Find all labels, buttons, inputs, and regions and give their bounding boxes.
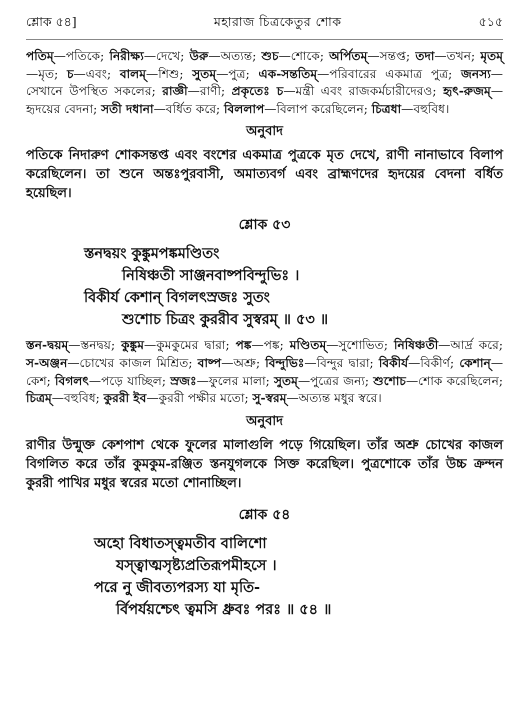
page-header [26, 0, 503, 40]
synonym-term: সুতম্ [273, 373, 298, 388]
verse-53-title: শ্লোক ৫৩ [238, 217, 291, 234]
synonym-term: বিগলৎ [55, 373, 89, 388]
synonym-gloss: —বিলাপ করেছিলেন; [264, 101, 372, 116]
synonym-gloss: —তখন; [434, 49, 481, 63]
synonym-gloss: —কেশ; [26, 355, 503, 388]
synonym-term: স্তন-দ্বয়ম্ [26, 338, 69, 353]
synonyms-verse-52 [26, 48, 503, 118]
synonym-gloss: —বিকীর্ণ; [408, 355, 460, 370]
verse-54-line-1: অহো বিধাতস্ত্বমতীব বালিশো [94, 534, 267, 552]
synonym-term: প্রকৃতেঃ চ [231, 84, 284, 99]
synonym-gloss: —মন্ত্রী এবং রাজকর্মচারীদেরও; [283, 84, 444, 99]
verse-54-sanskrit [26, 533, 503, 621]
synonym-gloss: —অত্যন্ত মধুর স্বরে। [286, 391, 382, 406]
synonym-gloss: —আর্দ্র করে; [438, 338, 503, 353]
synonym-term: চিত্রধা [371, 101, 402, 116]
synonym-term: পতিম্ [26, 49, 54, 63]
synonym-gloss: —হৃদয়ের বেদনা; [26, 84, 503, 116]
synonym-term: অর্পিতম্ [329, 49, 368, 63]
header-chapter-title: মহারাজ চিত্রকেতুর শোক [213, 14, 342, 29]
synonym-term: সুতম্ [192, 66, 217, 81]
synonym-term: চ [66, 66, 74, 81]
synonym-term: বালম্ [119, 66, 147, 81]
translation-heading-52: অনুবাদ [246, 124, 283, 140]
translation-heading-53: অনুবাদ [246, 413, 283, 429]
synonym-term: বিললাপ [224, 101, 265, 116]
synonym-term: এক-সন্ততিম্ [258, 66, 318, 81]
translation-verse-53: রাণীর উন্মুক্ত কেশপাশ থেকে ফুলের মালাগুলি পড়ে গিয়েছিল। তাঁর অশ্রু চোখের কাজল বিগলিত করে তাঁর কুমকুম-রঞ্জিত স্তনযুগলকে সিক্ত করেছিল। পুত্রশোকে তাঁর উচ্চ ক্রন্দন কুররী পাখির মধুর স্বরের মতো শোনাচ্ছিল। [26, 437, 503, 491]
synonym-gloss: —রাণী; [187, 84, 232, 99]
synonym-gloss: —বর্ধিত করে; [153, 101, 225, 116]
synonym-gloss: —সুশোভিত; [326, 338, 394, 353]
synonym-term: উরু [189, 49, 209, 63]
verse-53-line-1: স্তনদ্বয়ং কুঙ্কুমপঙ্কমণ্ডিতং [84, 245, 220, 263]
synonym-gloss: —কুমকুমের দ্বারা; [144, 338, 236, 353]
synonym-term: নিষিঞ্চতী [393, 338, 439, 353]
synonym-gloss: —সেখানে উপস্থিত সকলের; [26, 66, 503, 99]
synonym-gloss: —পুত্রের জন্য; [297, 373, 374, 388]
verse-54-line-2: যস্ত্বাত্মসৃষ্ট্যপ্রতিরূপমীহসে । [116, 556, 277, 574]
translation-verse-52: পতিকে নিদারুণ শোকসন্তপ্ত এবং বংশের একমাত্র পুত্রকে মৃত দেখে, রাণী নানাভাবে বিলাপ করেছিলেন। তা শুনে অন্তঃপুরবাসী, অমাত্যবর্গ এবং ব্রাহ্মণদের হৃদয়ের বেদনা বর্ধিত হয়েছিল। [26, 148, 503, 202]
synonym-term: হৃৎ-রুজম্ [443, 84, 491, 99]
synonym-gloss: —স্তনদ্বয়; [68, 338, 122, 353]
header-verse-ref: শ্লোক ৫৪] [26, 14, 77, 29]
synonym-gloss: —ফুলের মালা; [196, 373, 274, 388]
synonym-gloss: —পঙ্ক; [251, 338, 290, 353]
synonym-gloss: —শিশু; [146, 66, 193, 81]
synonym-gloss: —শোক করেছিলেন; [405, 373, 503, 388]
synonym-gloss: —পতিকে; [53, 49, 110, 63]
verse-54-line-4: র্বিপর্যয়শ্চেৎ ত্বমসি ধ্রুবঃ পরঃ ॥ ৫৪ ॥ [116, 600, 332, 618]
synonym-term: পঙ্ক [235, 338, 252, 353]
synonym-term: জনস্য [461, 66, 491, 81]
synonym-term: বাষ্প [197, 355, 222, 370]
synonym-gloss: —অশ্রু; [221, 355, 266, 370]
synonym-gloss: —অত্যন্ত; [208, 49, 262, 63]
verse-53-line-2: নিষিঞ্চতী সাঞ্জনবাষ্পবিন্দুভিঃ । [122, 267, 300, 285]
synonym-term: সতী দধানা [101, 101, 154, 116]
verse-53-line-4: শুশোচ চিত্রং কুররীব সুস্বরম্ ॥ ৫৩ ॥ [122, 311, 329, 329]
synonym-term: বিকীর্য [378, 355, 409, 370]
synonym-gloss: —পড়ে যাচ্ছিল; [88, 373, 171, 388]
synonym-term: চিত্রম্ [26, 391, 52, 406]
synonym-gloss: —এবং; [73, 66, 120, 81]
synonym-term: তদা [415, 49, 435, 63]
synonym-term: কুররী ইব [103, 391, 147, 406]
verse-54-line-3: পরে নু জীবত্যপরস্য যা মৃতি- [94, 578, 261, 596]
synonym-gloss: —পরিবারের একমাত্র পুত্র; [317, 66, 462, 81]
synonym-gloss: —বহুবিধ। [401, 101, 450, 116]
synonym-gloss: —পুত্র; [216, 66, 259, 81]
synonym-gloss: —বিন্দুর দ্বারা; [304, 355, 379, 370]
header-page-number: ৫১৫ [478, 14, 503, 29]
synonym-term: মৃতম্ [480, 49, 503, 63]
synonym-gloss: —চোখের কাজল মিশ্রিত; [67, 355, 198, 370]
synonym-gloss: —দেখে; [143, 49, 190, 63]
synonym-term: মণ্ডিতম্ [289, 338, 327, 353]
synonym-term: কুঙ্কুম [121, 338, 145, 353]
synonym-gloss: —মৃত; [26, 66, 67, 81]
synonym-term: কেশান্ [459, 355, 491, 370]
synonym-gloss: —বহুবিধ; [51, 391, 104, 406]
synonym-term: বিন্দুভিঃ [265, 355, 305, 370]
synonym-term: শুচ [261, 49, 279, 63]
synonym-term: স্রজঃ [170, 373, 197, 388]
synonym-gloss: —কুররী পক্ষীর মতো; [146, 391, 253, 406]
verse-53-line-3: বিকীর্য কেশান্ বিগলৎস্রজঃ সুতং [84, 289, 270, 307]
synonym-gloss: —সন্তপ্ত; [367, 49, 416, 63]
synonym-term: শুশোচ [373, 373, 406, 388]
synonym-term: সু-স্বরম্ [252, 391, 287, 406]
synonym-term: নিরীক্ষ্য [109, 49, 144, 63]
synonym-term: স-অঞ্জন [26, 355, 68, 370]
verse-54-title: শ্লোক ৫৪ [238, 506, 291, 523]
synonym-gloss: —শোকে; [278, 49, 330, 63]
synonym-term: রাজ্ঞী [162, 84, 188, 99]
synonyms-verse-53 [26, 337, 503, 407]
verse-53-sanskrit [26, 243, 503, 331]
